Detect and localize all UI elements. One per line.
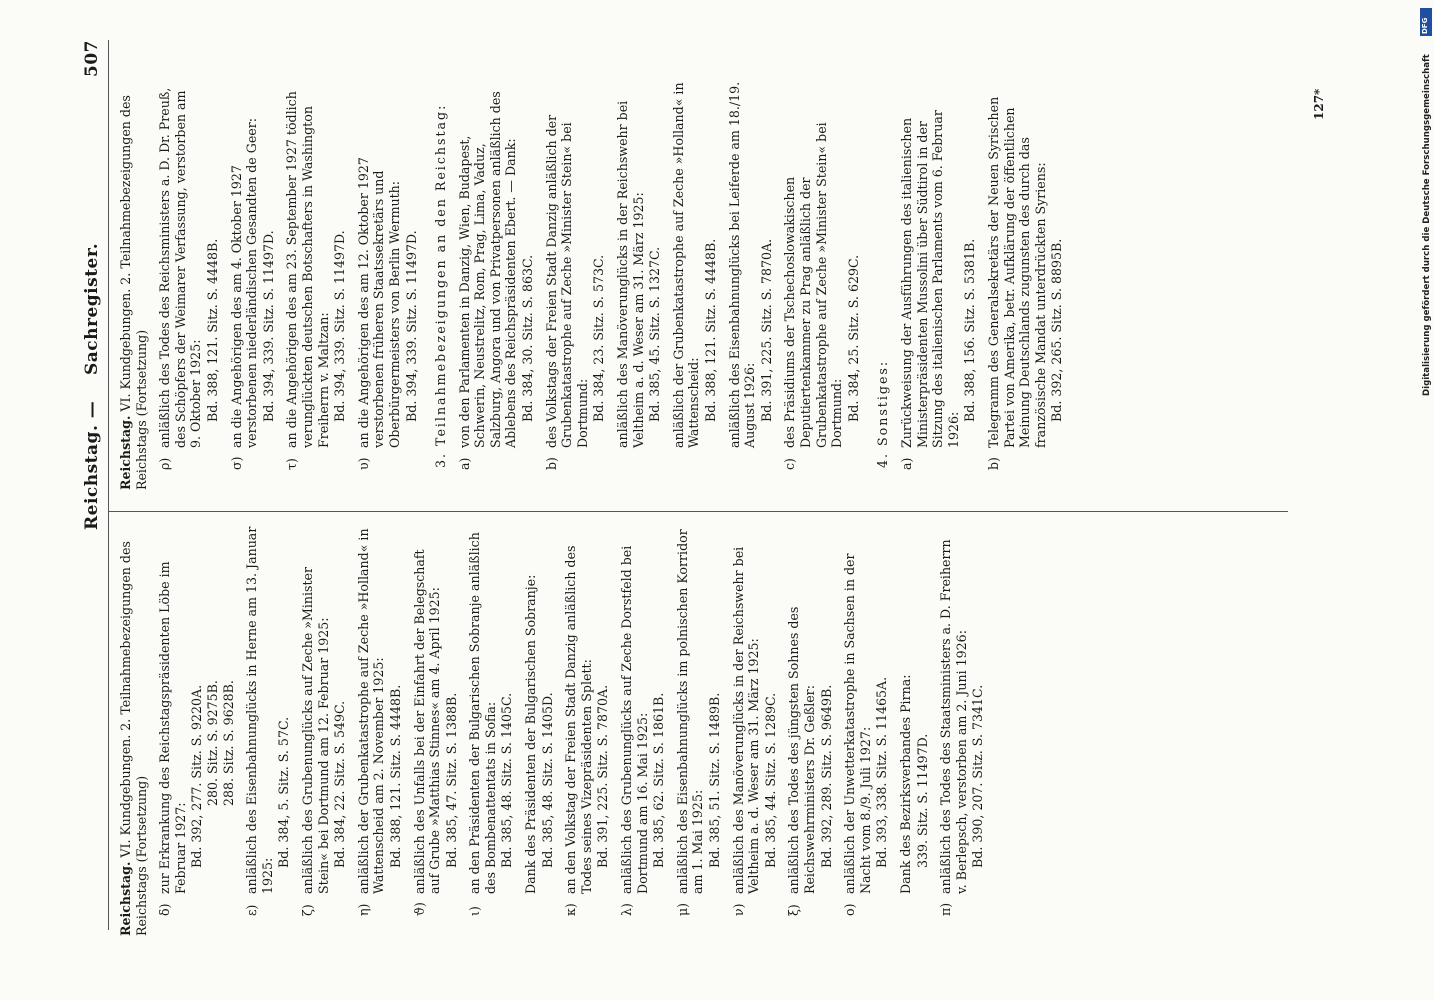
index-entry	[523, 526, 555, 936]
index-entry	[157, 80, 220, 490]
section-3-title: 3. Teilnahmebezeigungen an den Reichstag:	[433, 103, 449, 468]
entry-reference: Bd. 388, 121. Sitz. S. 4448B.	[703, 238, 718, 422]
entry-text: Dank des Präsidenten der Bulgarischen Sobranje:	[523, 574, 539, 894]
entry-text: Telegramm des Generalsekretärs der Neuen Syrischen Partei von Amerika, betr. Aufklärung der öffentlichen Meinung Deutschlands zugunsten des durch das französische Mandat unterdrückten Syriens:	[985, 96, 1048, 448]
index-entry	[786, 526, 834, 936]
index-entry	[986, 80, 1065, 490]
entry-text: anläßlich des Eisenbahnunglücks im polnischen Korridor am 1. Mai 1925:	[674, 529, 706, 894]
entry-marker: c)	[782, 458, 798, 470]
entry-reference: Bd. 385, 62. Sitz. S. 1861B.	[651, 692, 667, 868]
index-entry	[467, 526, 515, 936]
index-entry	[938, 526, 986, 936]
entry-marker: ξ)	[786, 904, 802, 916]
entry-text: Dank des Bezirksverbandes Pirna:	[897, 674, 913, 894]
left-entries	[157, 526, 986, 936]
right-lead	[118, 80, 149, 490]
entry-marker: b)	[543, 457, 559, 470]
sponsor-note: Digitalisierung gefördert durch die Deutsche Forschungsgemeinschaft	[1422, 54, 1432, 396]
entry-reference: Bd. 394, 339. Sitz. S. 11497D.	[403, 230, 419, 422]
page-number: 507	[82, 40, 102, 77]
entry-reference: 280. Sitz. S. 9275B.	[204, 680, 220, 806]
index-entry	[675, 526, 723, 936]
entry-text: anläßlich des Manöverunglücks in der Reichswehr bei Veltheim a. d. Weser am 31. März 1925:	[615, 100, 646, 448]
entry-text: anläßlich der Grubenkatastrophe auf Zeche »Holland« in Wattenscheid am 2. November 1925:	[355, 528, 387, 894]
entry-text: anläßlich des Eisenbahnunglücks in Herne am 13. Januar 1925:	[244, 526, 275, 894]
right-lead-bold: Reichstag.	[118, 415, 133, 490]
right-lead-rest: VI. Kundgebungen. 2. Teilnahmebezeigungen des Reichstags (Fortsetzung)	[118, 95, 149, 490]
left-column	[118, 526, 986, 936]
index-entry	[782, 80, 861, 490]
entry-marker: κ)	[563, 903, 579, 916]
entry-reference: Bd. 390, 207. Sitz. S. 7341C.	[970, 684, 986, 868]
entry-marker: π)	[938, 902, 954, 916]
index-entry	[229, 80, 277, 490]
footer-signature: 127*	[1312, 88, 1326, 120]
entry-reference: Bd. 384, 23. Sitz. S. 573C.	[591, 254, 607, 422]
index-entry	[563, 526, 611, 936]
index-entry	[300, 526, 348, 936]
entry-marker: υ)	[355, 457, 371, 470]
entry-text: anläßlich des Todes des Reichsministers a. D. Dr. Preuß, des Schöpfers der Weimarer Verfassung, verstorben am 9. Oktober 1925:	[157, 87, 204, 448]
index-entry	[244, 526, 292, 936]
entry-marker: τ)	[284, 458, 300, 470]
entry-reference: Bd. 385, 44. Sitz. S. 1289C.	[762, 692, 778, 868]
entry-text: an die Angehörigen des am 4. Oktober 1927 verstorbenen niederländischen Gesandten de Geer:	[228, 118, 260, 448]
header-left: Reichstag. —	[82, 400, 102, 530]
index-entry	[619, 526, 667, 936]
entry-marker: ϑ)	[411, 902, 427, 916]
entry-marker: δ)	[157, 903, 173, 916]
index-entry	[544, 80, 607, 490]
index-entry	[842, 526, 890, 936]
section-3-items	[457, 80, 862, 490]
entry-text: von den Parlamenten in Danzig, Wien, Budapest, Schwerin, Neustrelitz, Rom, Prag, Lima, Vaduz, Salzburg, Angora und von Privatpersonen anläßlich des Ablebens des Reichspräsidenten Ebert. — Dank:	[456, 91, 519, 448]
entry-text: an den Präsidenten der Bulgarischen Sobranje anläßlich des Bombenattentats in Sofia:	[467, 532, 498, 894]
entry-marker: μ)	[674, 902, 690, 916]
section-4-title: 4. Sonstiges:	[875, 359, 891, 468]
index-entry	[157, 526, 236, 936]
entry-reference: Bd. 393, 338. Sitz. S. 11465A.	[874, 676, 890, 868]
index-entry	[356, 526, 404, 936]
entry-reference: Bd. 385, 47. Sitz. S. 1388B.	[443, 692, 459, 868]
entry-text: anläßlich des Grubenunglücks auf Zeche Dorstfeld bei Dortmund am 16. Mai 1925:	[619, 545, 650, 894]
entry-marker: a)	[898, 457, 914, 470]
entry-marker: η)	[355, 903, 371, 916]
entry-reference: Bd. 384, 25. Sitz. S. 629C.	[845, 254, 861, 422]
entry-reference: Bd. 392, 289. Sitz. S. 9649B.	[818, 684, 834, 868]
entry-reference: Bd. 388, 121. Sitz. S. 4448B.	[387, 684, 403, 868]
index-entry	[671, 80, 719, 490]
dfg-logo-text: DFG	[1421, 17, 1429, 34]
index-entry	[615, 80, 663, 490]
entry-reference: 339. Sitz. S. 11497D.	[914, 733, 930, 868]
entry-text: anläßlich des Manöverunglücks in der Reichswehr bei Veltheim a. d. Weser am 31. März 1925:	[730, 546, 762, 894]
entry-reference: 288. Sitz. S. 9628B.	[220, 680, 236, 806]
entry-marker: a)	[456, 457, 472, 470]
entry-text: anläßlich des Todes des jüngsten Sohnes des Reichswehrministers Dr. Geßler:	[786, 606, 817, 894]
entry-text: anläßlich der Grubenkatastrophe auf Zeche »Holland« in Wattenscheid:	[670, 82, 702, 448]
entry-reference: Bd. 388, 121. Sitz. S. 4448B.	[204, 238, 220, 422]
entry-reference: Bd. 385, 51. Sitz. S. 1489B.	[707, 692, 722, 868]
entry-marker: σ)	[228, 456, 244, 470]
entry-marker: b)	[985, 457, 1001, 470]
entry-reference: Bd. 385, 45. Sitz. S. 1327C.	[647, 246, 663, 422]
entry-text: anläßlich des Unfalls bei der Einfahrt der Belegschaft auf Grube »Matthias Stinnes« am 4. April 1925:	[411, 549, 443, 894]
entry-text: anläßlich des Todes des Staatsministers a. D. Freiherrn v. Berlepsch, verstorben am 2. Juni 1926:	[938, 539, 969, 894]
index-entry	[356, 80, 419, 490]
entry-reference: Bd. 385, 48. Sitz. S. 1405D.	[539, 692, 555, 868]
index-entry	[899, 80, 978, 490]
entry-text: anläßlich der Unwetterkatastrophe in Sachsen in der Nacht vom 8./9. Juli 1927:	[842, 553, 873, 894]
left-lead-rest: VI. Kundgebungen. 2. Teilnahmebezeigungen des Reichstags (Fortsetzung)	[118, 541, 149, 936]
entry-marker: ζ)	[299, 904, 315, 916]
entry-reference: Bd. 388, 156. Sitz. S. 5381B.	[962, 238, 978, 422]
entry-reference: Bd. 392, 265. Sitz. S. 8895B.	[1049, 238, 1065, 422]
entry-marker: ο)	[842, 903, 858, 916]
entry-text: Zurückweisung der Ausführungen des italienischen Ministerpräsidenten Mussolini über Südtirol in der Sitzung des italienischen Parlaments vom 6. Februar 1926:	[898, 110, 961, 448]
entry-reference: Bd. 384, 30. Sitz. S. 863C.	[520, 254, 536, 422]
index-entry	[898, 526, 930, 936]
entry-marker: ε)	[244, 904, 260, 916]
entry-text: zur Erkrankung des Reichstagspräsidenten Löbe im Februar 1927:	[157, 561, 188, 894]
index-entry	[727, 80, 775, 490]
right-column	[118, 80, 1065, 490]
index-entry	[457, 80, 536, 490]
entry-text: anläßlich des Grubenunglücks auf Zeche »Minister Stein« bei Dortmund am 12. Februar 1925:	[299, 566, 331, 894]
entry-marker: ρ)	[157, 457, 173, 470]
index-entry	[284, 80, 347, 490]
entry-reference: Bd. 391, 225. Sitz. S. 7870A.	[758, 238, 774, 422]
entry-text: an den Volkstag der Freien Stadt Danzig anläßlich des Todes seines Vizepräsidenten Splett:	[563, 545, 594, 894]
entry-text: anläßlich des Eisenbahnunglücks bei Leiferde am 18./19. August 1926:	[726, 81, 758, 448]
entry-reference: Bd. 384, 22. Sitz. S. 549C.	[332, 700, 348, 868]
left-lead	[118, 526, 149, 936]
entry-reference: Bd. 392, 277. Sitz. S. 9220A.	[189, 684, 205, 868]
left-lead-bold: Reichstag.	[118, 861, 133, 936]
entry-marker: ι)	[467, 906, 483, 916]
dfg-logo	[1420, 8, 1432, 36]
header-rule	[108, 40, 109, 930]
right-entries	[157, 80, 419, 490]
index-entry	[731, 526, 779, 936]
entry-text: des Volkstags der Freien Stadt Danzig anläßlich der Grubenkatastrophe auf Zeche »Minister Stein« bei Dortmund:	[543, 114, 590, 448]
column-rule	[108, 511, 1288, 512]
entry-reference: Bd. 394, 339. Sitz. S. 11497D.	[332, 230, 348, 422]
entry-text: des Präsidiums der Tschechoslowakischen Deputiertenkammer zu Prag anläßlich der Grubenkatastrophe auf Zeche »Minister Stein« bei Dortmund:	[782, 122, 845, 448]
entry-text: an die Angehörigen des am 12. Oktober 1927 verstorbenen früheren Staatssekretärs und Oberbürgermeisters von Berlin Wermuth:	[355, 157, 402, 448]
header-right: Sachregister.	[82, 242, 102, 375]
section-4-items	[899, 80, 1065, 490]
entry-marker: ν)	[730, 903, 746, 916]
entry-text: an die Angehörigen des am 23. September 1927 tödlich verunglückten deutschen Botschafters in Washington Freiherrn v. Maltzan:	[284, 91, 331, 448]
entry-reference: Bd. 385, 48. Sitz. S. 1405C.	[499, 692, 515, 868]
entry-reference: Bd. 394, 339. Sitz. S. 11497D.	[260, 230, 276, 422]
index-entry	[412, 526, 460, 936]
entry-reference: Bd. 391, 225. Sitz. S. 7870A.	[595, 684, 611, 868]
entry-reference: Bd. 384, 5. Sitz. S. 57C.	[276, 716, 292, 868]
entry-marker: λ)	[619, 903, 635, 916]
